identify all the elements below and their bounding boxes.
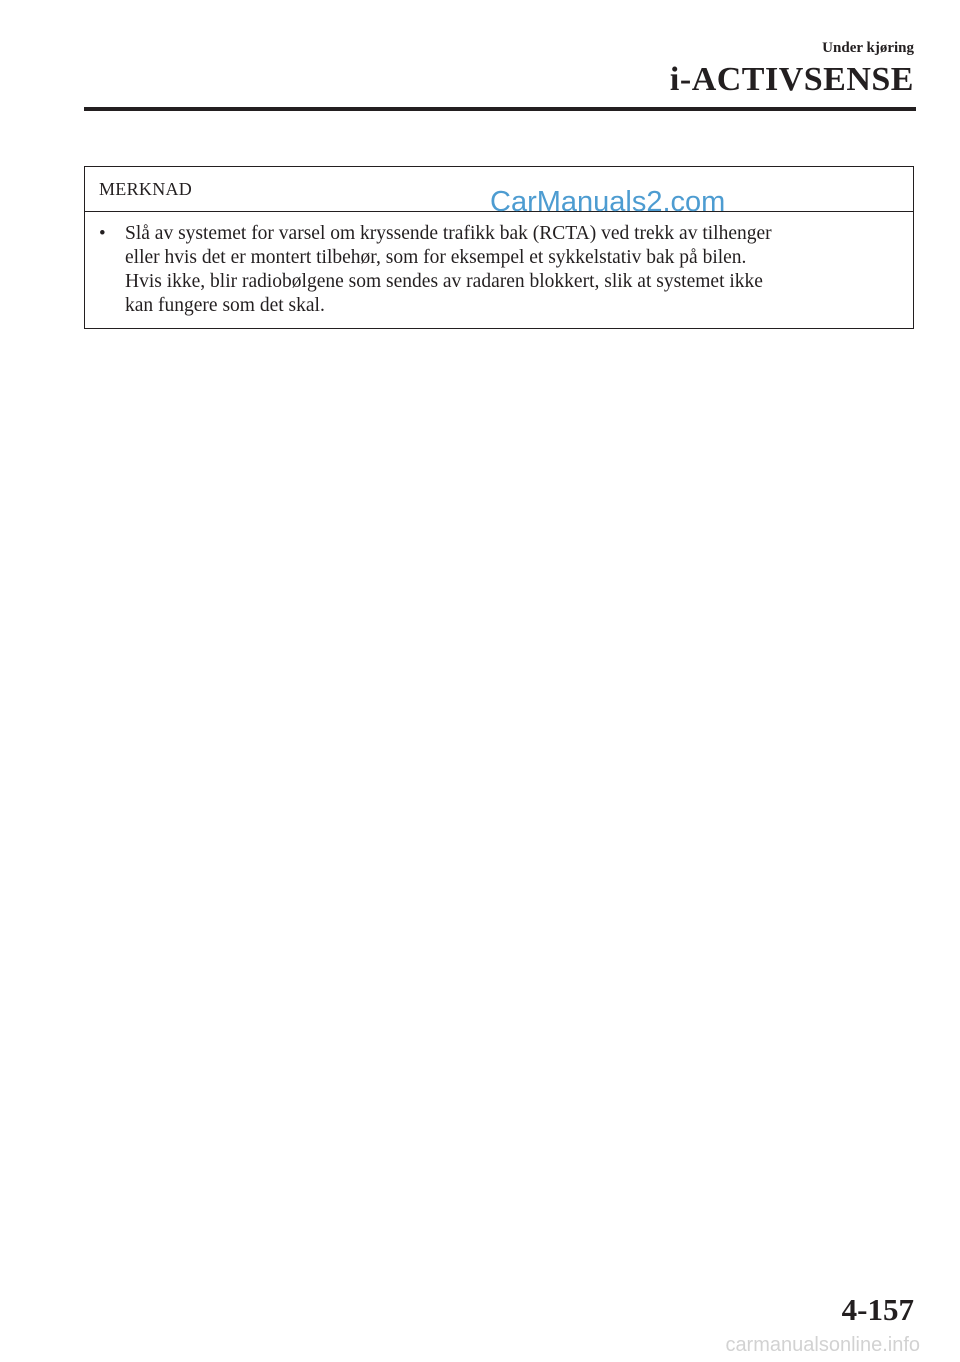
footer-link[interactable]: carmanualsonline.info bbox=[725, 1334, 920, 1356]
header-divider bbox=[84, 107, 916, 111]
bullet-icon: • bbox=[99, 223, 106, 244]
page-number: 4-157 bbox=[841, 1292, 914, 1327]
note-line: eller hvis det er montert tilbehør, som for eksempel et sykkelstativ bak på bilen. bbox=[125, 247, 747, 268]
note-line: Hvis ikke, blir radiobølgene som sendes av radaren blokkert, slik at systemet ikke bbox=[125, 271, 763, 292]
watermark-text: CarManuals2.com bbox=[490, 186, 726, 218]
page-title: i-ACTIVSENSE bbox=[669, 61, 914, 98]
note-bullet-item bbox=[85, 212, 913, 318]
note-line: Slå av systemet for varsel om kryssende trafikk bak (RCTA) ved trekk av tilhenger bbox=[125, 223, 772, 244]
note-heading: MERKNAD bbox=[85, 167, 913, 212]
note-line: kan fungere som det skal. bbox=[125, 295, 325, 316]
header-section-label: Under kjøring bbox=[822, 40, 914, 56]
note-text bbox=[125, 222, 893, 318]
